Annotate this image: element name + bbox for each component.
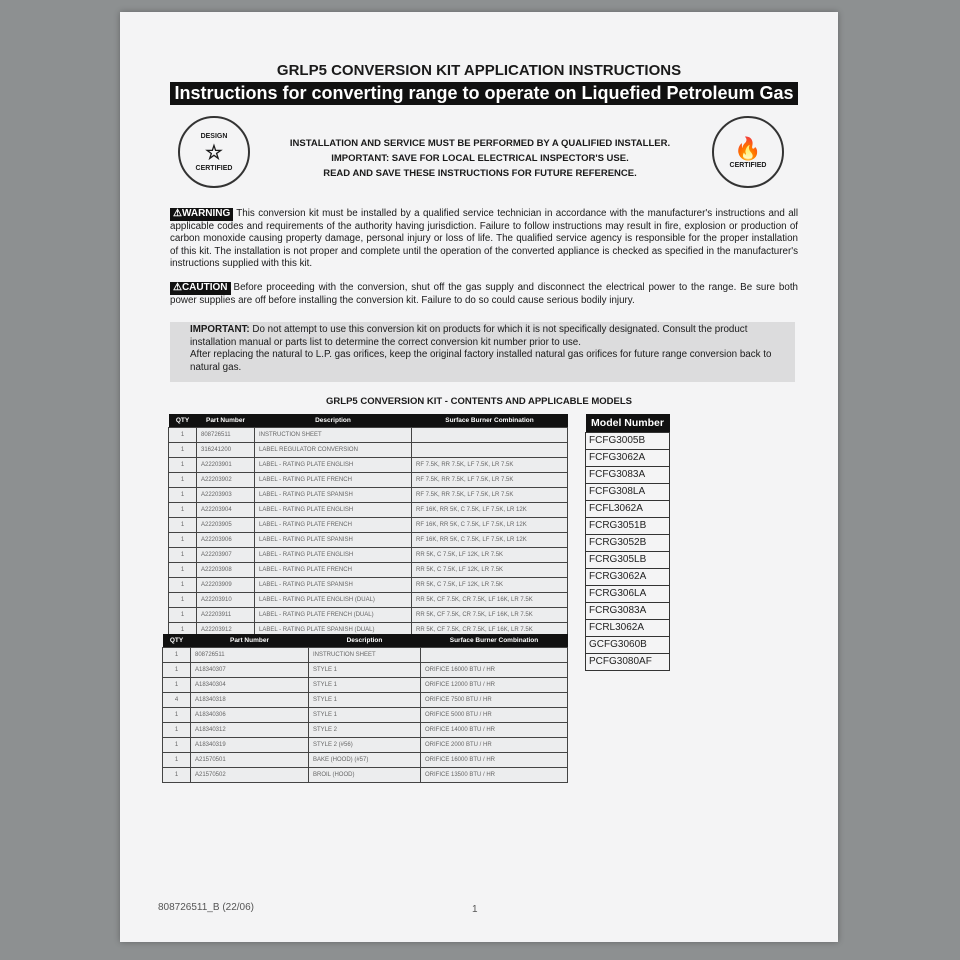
- burner-combination-cell: ORIFICE 16000 BTU / HR: [421, 752, 568, 767]
- burner-combination-cell: [412, 427, 568, 442]
- col-part-number: Part Number: [197, 414, 255, 427]
- part-number-cell: A18340307: [191, 662, 309, 677]
- table-row: [586, 551, 670, 568]
- table-row: [586, 517, 670, 534]
- table-row: [163, 767, 568, 782]
- col-burner-combination: Surface Burner Combination: [421, 634, 568, 647]
- warning-tag: ⚠WARNING: [170, 208, 233, 221]
- document-code: 808726511_B (22/06): [158, 902, 255, 913]
- warning-paragraph: [170, 208, 798, 271]
- seal-top-text: DESIGN: [200, 132, 228, 140]
- part-number-cell: 316241200: [197, 442, 255, 457]
- caution-paragraph: [170, 282, 798, 307]
- model-number-cell: FCRG3052B: [586, 534, 670, 551]
- model-number-cell: FCFG3083A: [586, 466, 670, 483]
- description-cell: INSTRUCTION SHEET: [309, 647, 421, 662]
- model-number-cell: GCFG3060B: [586, 636, 670, 653]
- burner-combination-cell: RR 5K, C 7.5K, LF 12K, LR 7.5K: [412, 577, 568, 592]
- part-number-cell: A22203912: [197, 622, 255, 637]
- model-number-cell: FCRL3062A: [586, 619, 670, 636]
- seal-bottom-text: CERTIFIED: [195, 164, 233, 172]
- table-row: [586, 636, 670, 653]
- qty-cell: 1: [169, 577, 197, 592]
- description-cell: LABEL - RATING PLATE SPANISH: [255, 532, 412, 547]
- qty-cell: 1: [169, 427, 197, 442]
- description-cell: LABEL - RATING PLATE ENGLISH: [255, 502, 412, 517]
- burner-combination-cell: RF 16K, RR 5K, C 7.5K, LF 7.5K, LR 12K: [412, 502, 568, 517]
- model-number-cell: PCFG3080AF: [586, 653, 670, 670]
- star-icon: ☆: [205, 141, 223, 164]
- table-row: [169, 472, 568, 487]
- burner-combination-cell: RR 5K, CF 7.5K, CR 7.5K, LF 16K, LR 7.5K: [412, 592, 568, 607]
- burner-combination-cell: RF 16K, RR 5K, C 7.5K, LF 7.5K, LR 12K: [412, 532, 568, 547]
- models-table: [585, 414, 670, 671]
- col-model-number: Model Number: [586, 414, 670, 432]
- table-row: [586, 585, 670, 602]
- qty-cell: 1: [169, 502, 197, 517]
- description-cell: BROIL (HOOD): [309, 767, 421, 782]
- part-number-cell: A22203903: [197, 487, 255, 502]
- table-row: [586, 466, 670, 483]
- burner-combination-cell: RR 5K, C 7.5K, LF 12K, LR 7.5K: [412, 562, 568, 577]
- part-number-cell: A22203911: [197, 607, 255, 622]
- part-number-cell: A18340306: [191, 707, 309, 722]
- table-row: [586, 432, 670, 449]
- csa-certified-seal: [712, 116, 784, 188]
- qty-cell: 1: [169, 547, 197, 562]
- table-row: [586, 449, 670, 466]
- col-description: Description: [255, 414, 412, 427]
- table-row: [163, 737, 568, 752]
- part-number-cell: A21570501: [191, 752, 309, 767]
- qty-cell: 1: [169, 472, 197, 487]
- important-box: [170, 322, 795, 382]
- burner-combination-cell: RR 5K, CF 7.5K, CR 7.5K, LF 16K, LR 7.5K: [412, 622, 568, 637]
- model-number-cell: FCFG3005B: [586, 432, 670, 449]
- part-number-cell: 808726511: [197, 427, 255, 442]
- caution-tag: ⚠CAUTION: [170, 282, 231, 295]
- labels-table: [168, 414, 568, 638]
- part-number-cell: A22203905: [197, 517, 255, 532]
- description-cell: LABEL - RATING PLATE ENGLISH: [255, 547, 412, 562]
- part-number-cell: A22203902: [197, 472, 255, 487]
- qty-cell: 1: [163, 737, 191, 752]
- table-row: [169, 517, 568, 532]
- table-row: [163, 692, 568, 707]
- table-row: [586, 653, 670, 670]
- qty-cell: 1: [163, 752, 191, 767]
- qty-cell: 1: [169, 562, 197, 577]
- model-number-cell: FCRG3051B: [586, 517, 670, 534]
- notice-line: IMPORTANT: SAVE FOR LOCAL ELECTRICAL INSPECTOR'S USE.: [331, 153, 629, 164]
- part-number-cell: A22203909: [197, 577, 255, 592]
- table-row: [169, 487, 568, 502]
- important-text-2: After replacing the natural to L.P. gas orifices, keep the original factory installed natural gas orifices for future range conversion back to natural gas.: [190, 349, 772, 373]
- table-row: [163, 752, 568, 767]
- table-row: [169, 547, 568, 562]
- part-number-cell: A22203904: [197, 502, 255, 517]
- part-number-cell: A22203907: [197, 547, 255, 562]
- table-row: [586, 483, 670, 500]
- description-cell: STYLE 1: [309, 707, 421, 722]
- table-row: [169, 607, 568, 622]
- description-cell: LABEL - RATING PLATE FRENCH: [255, 472, 412, 487]
- col-burner-combination: Surface Burner Combination: [412, 414, 568, 427]
- model-number-cell: FCRG305LB: [586, 551, 670, 568]
- model-number-cell: FCFL3062A: [586, 500, 670, 517]
- model-number-cell: FCRG3062A: [586, 568, 670, 585]
- description-cell: LABEL - RATING PLATE SPANISH (DUAL): [255, 622, 412, 637]
- qty-cell: 1: [163, 722, 191, 737]
- qty-cell: 1: [169, 442, 197, 457]
- burner-combination-cell: RF 16K, RR 5K, C 7.5K, LF 7.5K, LR 12K: [412, 517, 568, 532]
- description-cell: LABEL - RATING PLATE SPANISH: [255, 577, 412, 592]
- description-cell: LABEL - RATING PLATE FRENCH (DUAL): [255, 607, 412, 622]
- part-number-cell: A22203908: [197, 562, 255, 577]
- document-title: GRLP5 CONVERSION KIT APPLICATION INSTRUCTIONS: [276, 62, 682, 79]
- part-number-cell: A21570502: [191, 767, 309, 782]
- description-cell: LABEL - RATING PLATE FRENCH: [255, 562, 412, 577]
- col-part-number: Part Number: [191, 634, 309, 647]
- caution-text: Before proceeding with the conversion, shut off the gas supply and disconnect the electrical power to the range. Be sure both power supplies are off before installing the conversion kit. Failure to do so could cause serious bodily injury.: [170, 282, 798, 306]
- part-number-cell: A22203901: [197, 457, 255, 472]
- part-number-cell: A18340319: [191, 737, 309, 752]
- table-row: [586, 568, 670, 585]
- notice-line: INSTALLATION AND SERVICE MUST BE PERFORMED BY A QUALIFIED INSTALLER.: [289, 138, 671, 149]
- description-cell: LABEL - RATING PLATE ENGLISH: [255, 457, 412, 472]
- model-number-cell: FCRG306LA: [586, 585, 670, 602]
- qty-cell: 1: [169, 532, 197, 547]
- table-row: [586, 602, 670, 619]
- important-text: Do not attempt to use this conversion kit on products for which it is not specifically designated. Consult the product installation manual or parts list to determine the correct conversion kit number prior to use.: [190, 324, 748, 348]
- document-page: [120, 12, 838, 942]
- table-row: [586, 534, 670, 551]
- col-qty: QTY: [169, 414, 197, 427]
- part-number-cell: A18340318: [191, 692, 309, 707]
- model-number-cell: FCFG3062A: [586, 449, 670, 466]
- page-number: 1: [472, 904, 478, 915]
- table-row: [169, 562, 568, 577]
- burner-combination-cell: ORIFICE 12000 BTU / HR: [421, 677, 568, 692]
- table-row: [163, 707, 568, 722]
- design-certified-seal: [178, 116, 250, 188]
- flame-icon: 🔥: [734, 135, 762, 161]
- description-cell: STYLE 1: [309, 677, 421, 692]
- burner-combination-cell: ORIFICE 13500 BTU / HR: [421, 767, 568, 782]
- table-row: [586, 500, 670, 517]
- important-label: IMPORTANT:: [190, 324, 250, 335]
- title-banner: Instructions for converting range to operate on Liquefied Petroleum Gas: [170, 82, 798, 105]
- table-row: [169, 577, 568, 592]
- description-cell: BAKE (HOOD) (#57): [309, 752, 421, 767]
- qty-cell: 1: [163, 662, 191, 677]
- qty-cell: 1: [163, 677, 191, 692]
- description-cell: LABEL - RATING PLATE FRENCH: [255, 517, 412, 532]
- burner-combination-cell: ORIFICE 14000 BTU / HR: [421, 722, 568, 737]
- description-cell: LABEL REGULATOR CONVERSION: [255, 442, 412, 457]
- qty-cell: 1: [163, 767, 191, 782]
- table-row: [163, 677, 568, 692]
- table-row: [169, 532, 568, 547]
- burner-combination-cell: RF 7.5K, RR 7.5K, LF 7.5K, LR 7.5K: [412, 457, 568, 472]
- burner-combination-cell: RR 5K, C 7.5K, LF 12K, LR 7.5K: [412, 547, 568, 562]
- model-number-cell: FCFG308LA: [586, 483, 670, 500]
- orifices-table: [162, 634, 568, 783]
- part-number-cell: 808726511: [191, 647, 309, 662]
- table-row: [169, 592, 568, 607]
- burner-combination-cell: RF 7.5K, RR 7.5K, LF 7.5K, LR 7.5K: [412, 487, 568, 502]
- qty-cell: 4: [163, 692, 191, 707]
- burner-combination-cell: ORIFICE 5000 BTU / HR: [421, 707, 568, 722]
- qty-cell: 1: [169, 517, 197, 532]
- burner-combination-cell: [412, 442, 568, 457]
- description-cell: STYLE 1: [309, 692, 421, 707]
- burner-combination-cell: RR 5K, CF 7.5K, CR 7.5K, LF 16K, LR 7.5K: [412, 607, 568, 622]
- table-row: [163, 662, 568, 677]
- model-number-cell: FCRG3083A: [586, 602, 670, 619]
- table-row: [163, 722, 568, 737]
- description-cell: STYLE 2: [309, 722, 421, 737]
- table-row: [163, 647, 568, 662]
- table-row: [586, 619, 670, 636]
- contents-subtitle: GRLP5 CONVERSION KIT - CONTENTS AND APPLICABLE MODELS: [326, 396, 632, 407]
- part-number-cell: A22203906: [197, 532, 255, 547]
- seal-label: CERTIFIED: [729, 161, 767, 169]
- col-description: Description: [309, 634, 421, 647]
- burner-combination-cell: RF 7.5K, RR 7.5K, LF 7.5K, LR 7.5K: [412, 472, 568, 487]
- qty-cell: 1: [169, 457, 197, 472]
- burner-combination-cell: [421, 647, 568, 662]
- description-cell: LABEL - RATING PLATE SPANISH: [255, 487, 412, 502]
- table-row: [169, 442, 568, 457]
- qty-cell: 1: [169, 622, 197, 637]
- qty-cell: 1: [169, 487, 197, 502]
- qty-cell: 1: [163, 707, 191, 722]
- qty-cell: 1: [169, 592, 197, 607]
- installer-notice: [250, 136, 710, 181]
- table-row: [169, 427, 568, 442]
- description-cell: STYLE 2 (#56): [309, 737, 421, 752]
- part-number-cell: A18340312: [191, 722, 309, 737]
- qty-cell: 1: [169, 607, 197, 622]
- col-qty: QTY: [163, 634, 191, 647]
- description-cell: LABEL - RATING PLATE ENGLISH (DUAL): [255, 592, 412, 607]
- description-cell: INSTRUCTION SHEET: [255, 427, 412, 442]
- notice-line: READ AND SAVE THESE INSTRUCTIONS FOR FUTURE REFERENCE.: [323, 168, 637, 179]
- table-row: [169, 457, 568, 472]
- qty-cell: 1: [163, 647, 191, 662]
- table-row: [169, 502, 568, 517]
- description-cell: STYLE 1: [309, 662, 421, 677]
- part-number-cell: A18340304: [191, 677, 309, 692]
- burner-combination-cell: ORIFICE 16000 BTU / HR: [421, 662, 568, 677]
- part-number-cell: A22203910: [197, 592, 255, 607]
- burner-combination-cell: ORIFICE 7500 BTU / HR: [421, 692, 568, 707]
- burner-combination-cell: ORIFICE 2000 BTU / HR: [421, 737, 568, 752]
- warning-text: This conversion kit must be installed by a qualified service technician in accordance with the manufacturer's instructions and all applicable codes and requirements of the authority having jurisdiction. Failure to follow instructions may result in fire, explosion or production of carbon monoxide causing property damage, personal injury or loss of life. The qualified service agency is responsible for the proper installation of this kit. The installation is not proper and complete until the operation of the converted appliance is checked as specified in the manufacturer's instructions supplied with this kit.: [170, 208, 798, 269]
